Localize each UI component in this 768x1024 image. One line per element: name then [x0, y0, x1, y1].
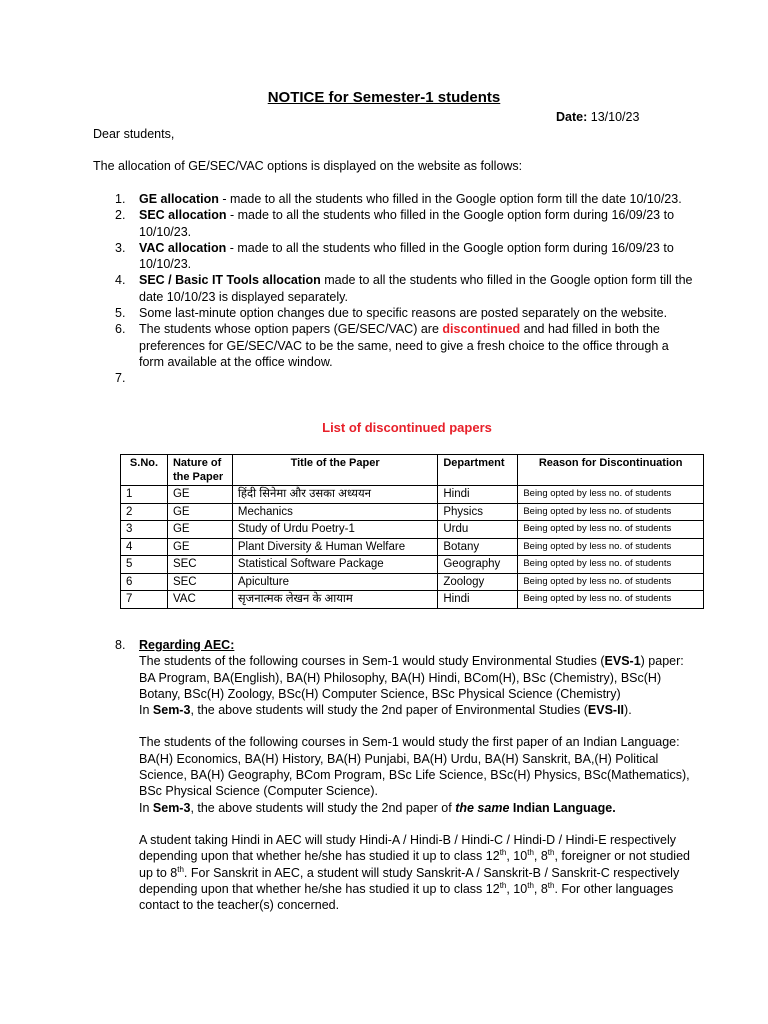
aec-heading-item: [115, 637, 695, 653]
list-item-bold: GE allocation: [139, 192, 219, 206]
cell-title: Plant Diversity & Human Welfare: [232, 538, 437, 556]
cell-title: Apiculture: [232, 573, 437, 591]
list-number: 4.: [115, 273, 126, 288]
list-item-bold: SEC allocation: [139, 208, 227, 223]
ordinal-suffix: th: [547, 880, 555, 890]
ordinal-suffix: th: [499, 880, 507, 890]
cell-sno: 7: [121, 591, 168, 609]
cell-department: Physics: [438, 503, 518, 521]
ordinal-suffix: th: [177, 864, 184, 874]
sem3-label: Sem-3: [152, 800, 191, 815]
cell-reason: Being opted by less no. of students: [518, 573, 704, 591]
cell-title: सृजनात्मक लेखन के आयाम: [232, 591, 437, 609]
list-item-text: - made to all the students who filled in the Google option form during 16/09/23 to 10/10/23.: [139, 208, 675, 239]
list-item: [115, 321, 695, 370]
discontinued-papers-table: [120, 454, 704, 609]
list-item: [115, 370, 695, 386]
list-item-bold: SEC / Basic IT Tools allocation: [139, 273, 321, 288]
text-run: . For other languages contact to the teacher(s) concerned.: [139, 881, 674, 913]
greeting: Dear students,: [93, 127, 175, 141]
list-item: [115, 240, 695, 273]
aec-paragraph-evs: [139, 653, 695, 702]
intro-text: The allocation of GE/SEC/VAC options is displayed on the website as follows:: [93, 159, 523, 173]
cell-sno: 6: [121, 573, 168, 591]
ordinal-suffix: th: [547, 848, 555, 858]
cell-reason: Being opted by less no. of students: [518, 556, 704, 574]
cell-sno: 5: [121, 556, 168, 574]
cell-nature: GE: [167, 538, 232, 556]
text-run: , 10: [506, 881, 528, 896]
cell-nature: VAC: [167, 591, 232, 609]
list-item: [115, 207, 695, 240]
column-header: Nature of the Paper: [167, 455, 232, 486]
list-item-text: Some last-minute option changes due to specific reasons are posted separately on the website.: [139, 306, 668, 321]
table-row: [121, 556, 704, 574]
text-run: In: [139, 800, 153, 815]
text-run: . For Sanskrit in AEC, a student will study Sanskrit-A / Sanskrit-B / Sanskrit-C respectively depending upon that whether he/she has studied it up to class 12: [139, 865, 680, 896]
cell-department: Hindi: [438, 591, 518, 609]
cell-department: Hindi: [438, 486, 518, 504]
the-same-emphasis: the same: [455, 800, 510, 815]
aec-section: [115, 637, 695, 913]
list-number: 3.: [115, 240, 126, 255]
aec-paragraph-sem3-language: [139, 800, 695, 816]
list-number: 5.: [115, 306, 126, 321]
table-row: [121, 503, 704, 521]
text-run: , 8: [533, 849, 548, 864]
text-run: , the above students will study the 2nd paper of: [190, 800, 456, 815]
cell-department: Zoology: [438, 573, 518, 591]
column-header: Title of the Paper: [232, 455, 437, 486]
column-header: Department: [438, 455, 518, 486]
sem3-label: Sem-3: [152, 703, 191, 718]
cell-title: Study of Urdu Poetry-1: [232, 521, 437, 539]
list-item-text: - made to all the students who filled in the Google option form till the date 10/10/23.: [218, 192, 682, 206]
cell-sno: 2: [121, 503, 168, 521]
evs2-label: EVS-II: [587, 703, 625, 718]
table-header-row: [121, 455, 704, 486]
cell-nature: SEC: [167, 556, 232, 574]
list-item-text: - made to all the students who filled in the Google option form during 16/09/23 to 10/10/23.: [139, 240, 674, 272]
column-header: Reason for Discontinuation: [518, 455, 704, 486]
text-run: , 8: [533, 881, 548, 896]
cell-department: Geography: [438, 556, 518, 574]
cell-reason: Being opted by less no. of students: [518, 538, 704, 556]
text-run: , foreigner or not studied up to 8: [139, 849, 690, 880]
cell-title: Statistical Software Package: [232, 556, 437, 574]
cell-title: हिंदी सिनेमा और उसका अध्ययन: [232, 486, 437, 504]
cell-sno: 1: [121, 486, 168, 504]
table-row: [121, 486, 704, 504]
list-item: [115, 272, 695, 305]
ordinal-suffix: th: [527, 848, 534, 858]
discontinued-list-title: List of discontinued papers: [322, 420, 492, 435]
list-item: [115, 305, 695, 321]
text-run: In: [139, 703, 153, 718]
cell-sno: 4: [121, 538, 168, 556]
list-item-bold: VAC allocation: [139, 240, 227, 255]
notice-date: [556, 109, 639, 125]
cell-department: Botany: [438, 538, 518, 556]
ordinal-suffix: th: [499, 848, 507, 858]
date-label: Date:: [556, 110, 588, 124]
cell-nature: GE: [167, 486, 232, 504]
text-run: , the above students will study the 2nd paper of Environmental Studies (: [190, 703, 588, 718]
allocation-list: [115, 191, 695, 387]
list-item-text: made to all the students who filled in the Google option form till the date 10/10/23 is displayed separately.: [139, 273, 693, 304]
cell-sno: 3: [121, 521, 168, 539]
text-run: , 10: [506, 849, 528, 864]
column-header: S.No.: [121, 455, 168, 486]
list-number: 6.: [115, 322, 126, 337]
cell-nature: GE: [167, 521, 232, 539]
cell-department: Urdu: [438, 521, 518, 539]
table-row: [121, 538, 704, 556]
list-item: [115, 191, 695, 207]
text-run: A student taking Hindi in AEC will study Hindi-A / Hindi-B / Hindi-C / Hindi-D / Hindi-E respectively depending upon that whether he/she has studied it up to class 12: [139, 832, 677, 864]
aec-paragraph-language: The students of the following courses in Sem-1 would study the first paper of an Indian Language: BA(H) Economics, BA(H) History, BA(H) Punjabi, BA(H) Urdu, BA(H) Sanskrit, BA,(H) Political Science, BA(H) Geography, BCom Program, BSc Life Science, BSc(H) Physics, BSc(Mathematics), BSc Physical Science (Computer Science).: [139, 735, 690, 799]
table-row: [121, 591, 704, 609]
list-number: 7.: [115, 371, 126, 386]
table-row: [121, 573, 704, 591]
cell-nature: GE: [167, 503, 232, 521]
cell-reason: Being opted by less no. of students: [518, 486, 704, 504]
text-run: The students of the following courses in Sem-1 would study Environmental Studies (: [139, 654, 605, 669]
list-number: 8.: [115, 638, 126, 652]
notice-title: NOTICE for Semester-1 students: [267, 89, 501, 106]
discontinued-highlight: discontinued: [442, 322, 521, 337]
table-row: [121, 521, 704, 539]
cell-nature: SEC: [167, 573, 232, 591]
cell-reason: Being opted by less no. of students: [518, 591, 704, 609]
cell-reason: Being opted by less no. of students: [518, 521, 704, 539]
aec-paragraph-sem3-evs: [139, 702, 695, 718]
text-run: ).: [624, 703, 632, 718]
cell-title: Mechanics: [232, 503, 437, 521]
list-number: 1.: [115, 192, 126, 206]
date-value: 13/10/23: [590, 110, 640, 124]
aec-body: [115, 653, 695, 913]
list-item-text: The students whose option papers (GE/SEC/VAC) are: [139, 322, 443, 337]
evs1-label: EVS-1: [604, 654, 641, 669]
ordinal-suffix: th: [527, 880, 534, 890]
list-number: 2.: [115, 208, 126, 223]
aec-heading: Regarding AEC:: [139, 638, 235, 652]
cell-reason: Being opted by less no. of students: [518, 503, 704, 521]
text-run: ) paper: BA Program, BA(English), BA(H) Philosophy, BA(H) Hindi, BCom(H), BSc (Chemistry), BSc(H) Botany, BSc(H) Zoology, BSc(H) Computer Science, BSc Physical Science (Chemistry): [139, 654, 684, 701]
aec-paragraph-hindi-sanskrit: [139, 832, 695, 913]
list-item-text: and had filled in both the preferences for GE/SEC/VAC to be the same, need to give a fresh choice to the office through a form available at the office window.: [139, 322, 669, 369]
text-run: Indian Language.: [509, 800, 616, 815]
